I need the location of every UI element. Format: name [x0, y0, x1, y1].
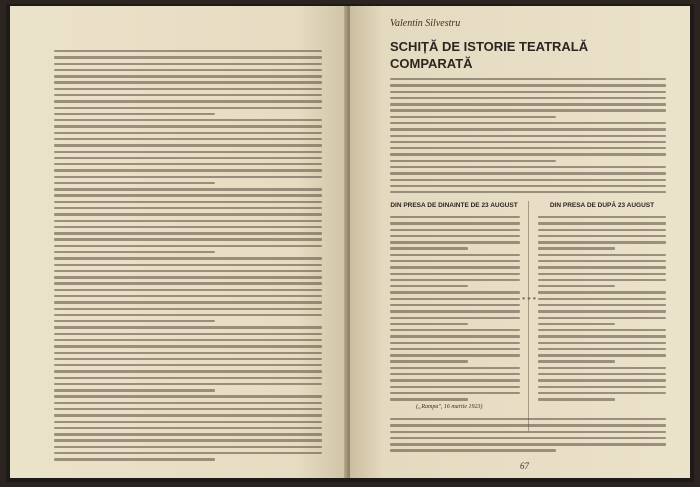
text-line [538, 266, 666, 268]
text-line [54, 176, 322, 178]
text-line [390, 260, 520, 262]
text-line [538, 367, 666, 369]
text-line [54, 326, 322, 328]
text-line [54, 458, 215, 460]
text-line [54, 220, 322, 222]
text-line [390, 247, 468, 249]
text-line [538, 329, 666, 331]
column-heading-after: DIN PRESA DE DUPĂ 23 AUGUST [549, 202, 655, 209]
text-line [538, 216, 666, 218]
text-line [390, 229, 520, 231]
text-line [54, 352, 322, 354]
text-line [54, 377, 322, 379]
text-line [54, 201, 322, 203]
text-line [390, 360, 468, 362]
text-line [390, 84, 666, 86]
text-line [54, 264, 322, 266]
text-line [390, 147, 666, 149]
text-line [390, 97, 666, 99]
text-line [390, 235, 520, 237]
text-line [54, 94, 322, 96]
text-line [54, 408, 322, 410]
text-line [390, 279, 520, 281]
text-line [54, 421, 322, 423]
text-line [54, 56, 322, 58]
text-line [54, 452, 322, 454]
text-line [390, 135, 666, 137]
text-line [54, 345, 322, 347]
text-line [54, 251, 215, 253]
text-line [54, 207, 322, 209]
text-line [390, 392, 520, 394]
text-line [54, 402, 322, 404]
text-line [390, 443, 666, 445]
text-line [54, 163, 322, 165]
text-line [54, 289, 322, 291]
text-line [538, 235, 666, 237]
text-line [538, 298, 666, 300]
text-line [54, 182, 215, 184]
text-line [390, 373, 520, 375]
column-heading-before: DIN PRESA DE DINAINTE DE 23 AUGUST [390, 202, 518, 209]
text-line [390, 335, 520, 337]
text-line [54, 194, 322, 196]
text-line [390, 354, 520, 356]
text-line [390, 91, 666, 93]
left-page-body-text [54, 50, 322, 465]
text-line [54, 213, 322, 215]
text-line [538, 310, 666, 312]
text-line [54, 144, 322, 146]
text-line [390, 418, 666, 420]
text-line [54, 446, 322, 448]
text-line [54, 125, 322, 127]
text-line [54, 169, 322, 171]
text-line [54, 439, 322, 441]
text-line [390, 317, 520, 319]
text-line [390, 431, 666, 433]
text-line [54, 314, 322, 316]
text-line [538, 229, 666, 231]
text-line [54, 433, 322, 435]
text-line [54, 232, 322, 234]
text-line [54, 245, 322, 247]
closing-body-text [390, 418, 666, 456]
text-line [538, 273, 666, 275]
text-line [390, 216, 520, 218]
text-line [54, 358, 322, 360]
text-line [390, 103, 666, 105]
text-line [390, 241, 520, 243]
text-line [538, 392, 666, 394]
text-line [538, 222, 666, 224]
text-line [54, 119, 322, 121]
text-line [54, 270, 322, 272]
text-line [390, 185, 666, 187]
text-line [538, 398, 615, 400]
section-stars-ornament: * * * [522, 296, 536, 304]
text-line [54, 75, 322, 77]
text-line [390, 141, 666, 143]
text-line [390, 273, 520, 275]
text-line [54, 88, 322, 90]
text-line [390, 116, 556, 118]
text-line [54, 157, 322, 159]
text-line [54, 107, 322, 109]
text-line [538, 241, 666, 243]
text-line [54, 81, 322, 83]
text-line [54, 383, 322, 385]
text-line [390, 449, 556, 451]
text-line [538, 254, 666, 256]
text-line [54, 339, 322, 341]
column-after-text [538, 216, 666, 404]
text-line [54, 113, 215, 115]
text-line [54, 395, 322, 397]
text-line [54, 301, 322, 303]
text-line [538, 335, 666, 337]
text-line [390, 298, 520, 300]
text-line [54, 132, 322, 134]
text-line [538, 285, 615, 287]
text-line [54, 370, 322, 372]
text-line [54, 414, 322, 416]
text-line [54, 276, 322, 278]
text-line [54, 333, 322, 335]
text-line [390, 160, 556, 162]
text-line [390, 348, 520, 350]
text-line [390, 329, 520, 331]
text-line [54, 389, 215, 391]
text-line [390, 367, 520, 369]
text-line [538, 247, 615, 249]
text-line [390, 304, 520, 306]
text-line [390, 437, 666, 439]
text-line [54, 69, 322, 71]
text-line [390, 122, 666, 124]
text-line [54, 100, 322, 102]
text-line [390, 179, 666, 181]
article-title: SCHIȚĂ DE ISTORIE TEATRALĂ COMPARATĂ [390, 39, 589, 71]
text-line [538, 342, 666, 344]
text-line [538, 323, 615, 325]
text-line [538, 260, 666, 262]
text-line [390, 153, 666, 155]
text-line [390, 310, 520, 312]
right-page [350, 6, 690, 478]
text-line [390, 398, 468, 400]
text-line [390, 386, 520, 388]
text-line [54, 238, 322, 240]
text-line [54, 188, 322, 190]
text-line [390, 78, 666, 80]
text-line [54, 308, 322, 310]
text-line [54, 226, 322, 228]
text-line [54, 50, 322, 52]
text-line [390, 166, 666, 168]
text-line [54, 427, 322, 429]
text-line [54, 282, 322, 284]
text-line [390, 323, 468, 325]
text-line [538, 386, 666, 388]
text-line [538, 279, 666, 281]
text-line [390, 285, 468, 287]
text-line [390, 291, 520, 293]
text-line [54, 295, 322, 297]
text-line [538, 354, 666, 356]
text-line [390, 342, 520, 344]
text-line [538, 291, 666, 293]
text-line [390, 172, 666, 174]
text-line [54, 151, 322, 153]
text-line [390, 254, 520, 256]
text-line [390, 379, 520, 381]
text-line [54, 257, 322, 259]
column-before-text [390, 216, 520, 404]
left-page [10, 6, 348, 478]
open-book [6, 4, 694, 482]
author-name: Valentin Silvestru [390, 18, 461, 29]
text-line [390, 424, 666, 426]
text-line [54, 320, 215, 322]
text-line [390, 109, 666, 111]
text-line [54, 364, 322, 366]
text-line [538, 348, 666, 350]
text-line [54, 63, 322, 65]
text-line [390, 191, 666, 193]
text-line [390, 222, 520, 224]
column-divider [528, 201, 529, 431]
text-line [538, 317, 666, 319]
text-line [390, 128, 666, 130]
text-line [538, 304, 666, 306]
text-line [538, 360, 615, 362]
text-line [538, 373, 666, 375]
page-number: 67 [520, 461, 529, 471]
text-line [54, 138, 322, 140]
citation-rampa-1923: („Rampa", 16 martie 1923) [416, 404, 483, 410]
text-line [390, 266, 520, 268]
text-line [538, 379, 666, 381]
intro-body-text [390, 78, 666, 197]
